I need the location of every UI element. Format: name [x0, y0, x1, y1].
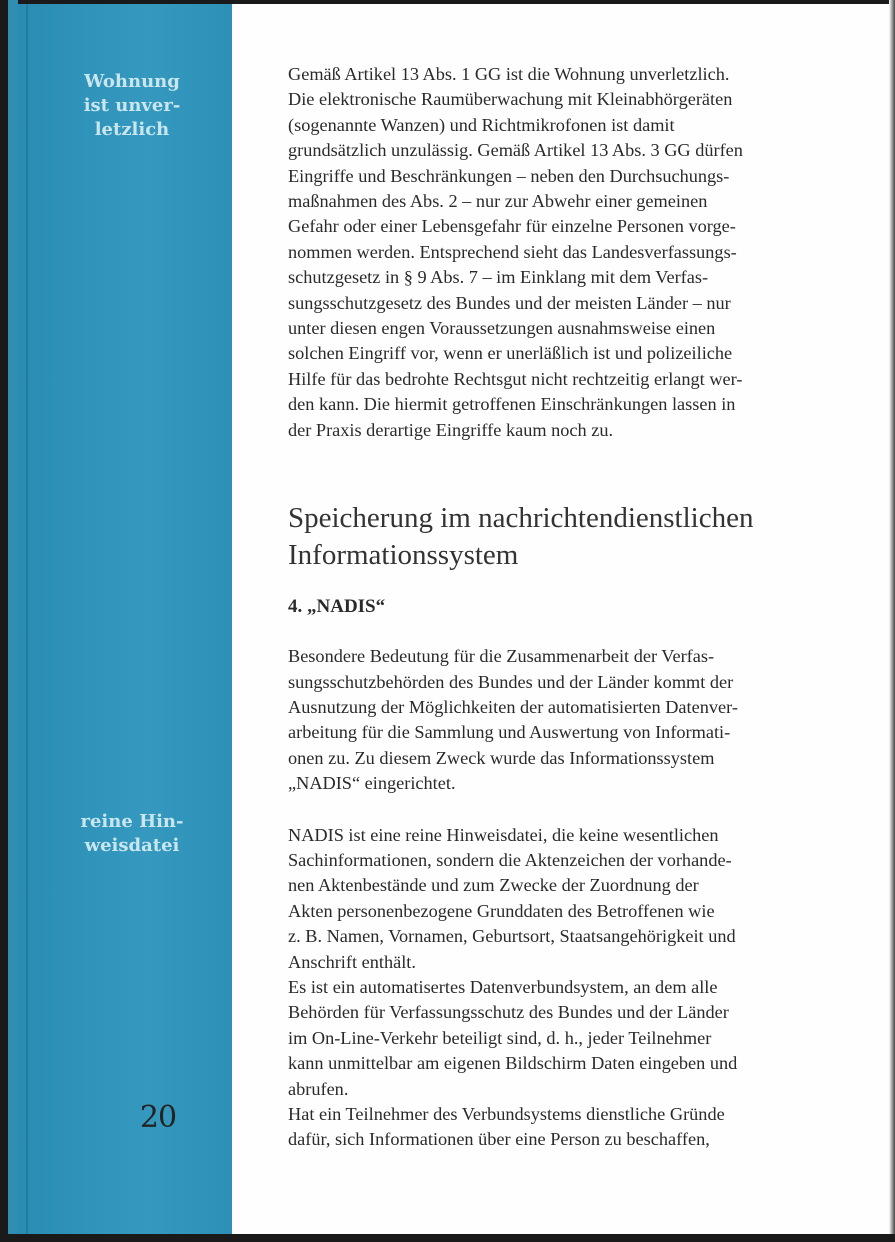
- text-line: Eingriffe und Beschränkungen – neben den Durchsuchungs-: [288, 165, 730, 186]
- margin-note-line: weisdatei: [84, 835, 180, 856]
- text-line: Gemäß Artikel 13 Abs. 1 GG ist die Wohnung unverletzlich.: [288, 64, 730, 84]
- text-line: nen Aktenbestände und zum Zwecke der Zuordnung der: [288, 875, 699, 896]
- margin-note-hinweisdatei: [62, 810, 202, 858]
- margin-sidebar: [18, 4, 232, 1234]
- text-line: grundsätzlich unzulässig. Gemäß Artikel 13 Abs. 3 GG dürfen: [288, 140, 743, 161]
- paragraph-wohnung: [288, 62, 840, 443]
- text-line: Die elektronische Raumüberwachung mit Kleinabhörgeräten: [288, 89, 733, 110]
- paragraph-verbundsystem: [288, 975, 840, 1102]
- text-line: onen zu. Zu diesem Zweck wurde das Informationssystem: [288, 747, 715, 768]
- text-line: Sachinformationen, sondern die Aktenzeichen der vorhande-: [288, 849, 732, 870]
- text-line: den kann. Die hiermit getroffenen Einschränkungen lassen in: [288, 394, 736, 415]
- subheading-nadis: 4. „NADIS“: [288, 596, 386, 618]
- text-line: solchen Eingriff vor, wenn er unerläßlich ist und polizeiliche: [288, 343, 733, 364]
- section-heading: [288, 500, 840, 574]
- text-line: Hat ein Teilnehmer des Verbundsystems dienstliche Gründe: [288, 1104, 725, 1124]
- text-line: sungsschutzgesetz des Bundes und der meisten Länder – nur: [288, 292, 731, 313]
- heading-line: Informationssystem: [288, 539, 519, 572]
- scan-border-bottom: [0, 1234, 895, 1242]
- text-line: unter diesen engen Voraussetzungen ausnahmsweise einen: [288, 318, 716, 339]
- scan-edge-strip: [8, 0, 18, 1242]
- text-line: Ausnutzung der Möglichkeiten der automatisierten Datenver-: [288, 696, 738, 717]
- text-line: Anschrift enthält.: [288, 951, 416, 972]
- margin-note-line: Wohnung: [84, 71, 180, 92]
- text-line: abrufen.: [288, 1078, 349, 1099]
- text-line: (sogenannte Wanzen) und Richtmikrofonen ist damit: [288, 114, 675, 135]
- sidebar-shade: [26, 4, 28, 1234]
- margin-note-line: letzlich: [94, 119, 170, 140]
- paragraph-teilnehmer: [288, 1102, 840, 1153]
- text-line: arbeitung für die Sammlung und Auswertung von Informati-: [288, 722, 731, 743]
- text-line: Behörden für Verfassungsschutz des Bundes und der Länder: [288, 1002, 729, 1023]
- text-line: maßnahmen des Abs. 2 – nur zur Abwehr einer gemeinen: [288, 191, 708, 212]
- page-number: 20: [139, 1100, 177, 1135]
- text-line: Gefahr oder einer Lebensgefahr für einzelne Personen vorge-: [288, 216, 736, 237]
- text-line: kann unmittelbar am eigenen Bildschirm Daten eingeben und: [288, 1053, 738, 1074]
- text-line: z. B. Namen, Vornamen, Geburtsort, Staatsangehörigkeit und: [288, 926, 736, 947]
- scan-border-right: [889, 0, 895, 1242]
- text-line: Akten personenbezogene Grunddaten des Betroffenen wie: [288, 900, 715, 921]
- text-line: Hilfe für das bedrohte Rechtsgut nicht rechtzeitig erlangt wer-: [288, 368, 743, 389]
- text-line: dafür, sich Informationen über eine Person zu beschaffen,: [288, 1129, 710, 1150]
- margin-note-line: ist unver-: [83, 95, 181, 116]
- text-line: nommen werden. Entsprechend sieht das Landesverfassungs-: [288, 241, 737, 262]
- margin-note-line: reine Hin-: [80, 811, 184, 832]
- text-line: Besondere Bedeutung für die Zusammenarbeit der Verfas-: [288, 646, 715, 667]
- main-text: [288, 62, 840, 1153]
- text-line: der Praxis derartige Eingriffe kaum noch zu.: [288, 419, 614, 440]
- text-line: „NADIS“ eingerichtet.: [288, 773, 456, 794]
- heading-line: Speicherung im nachrichtendienstlichen: [288, 502, 754, 535]
- scan-border-left: [0, 0, 8, 1242]
- paragraph-bedeutung: [288, 644, 840, 796]
- margin-note-wohnung: [62, 70, 202, 142]
- paragraph-hinweisdatei: [288, 823, 840, 975]
- text-line: Es ist ein automatisertes Datenverbundsystem, an dem alle: [288, 976, 718, 997]
- text-line: im On-Line-Verkehr beteiligt sind, d. h., jeder Teilnehmer: [288, 1027, 712, 1048]
- text-line: schutzgesetz in § 9 Abs. 7 – im Einklang mit dem Verfas-: [288, 267, 709, 288]
- text-line: sungsschutzbehörden des Bundes und der Länder kommt der: [288, 671, 734, 692]
- text-line: NADIS ist eine reine Hinweisdatei, die keine wesentlichen: [288, 824, 719, 845]
